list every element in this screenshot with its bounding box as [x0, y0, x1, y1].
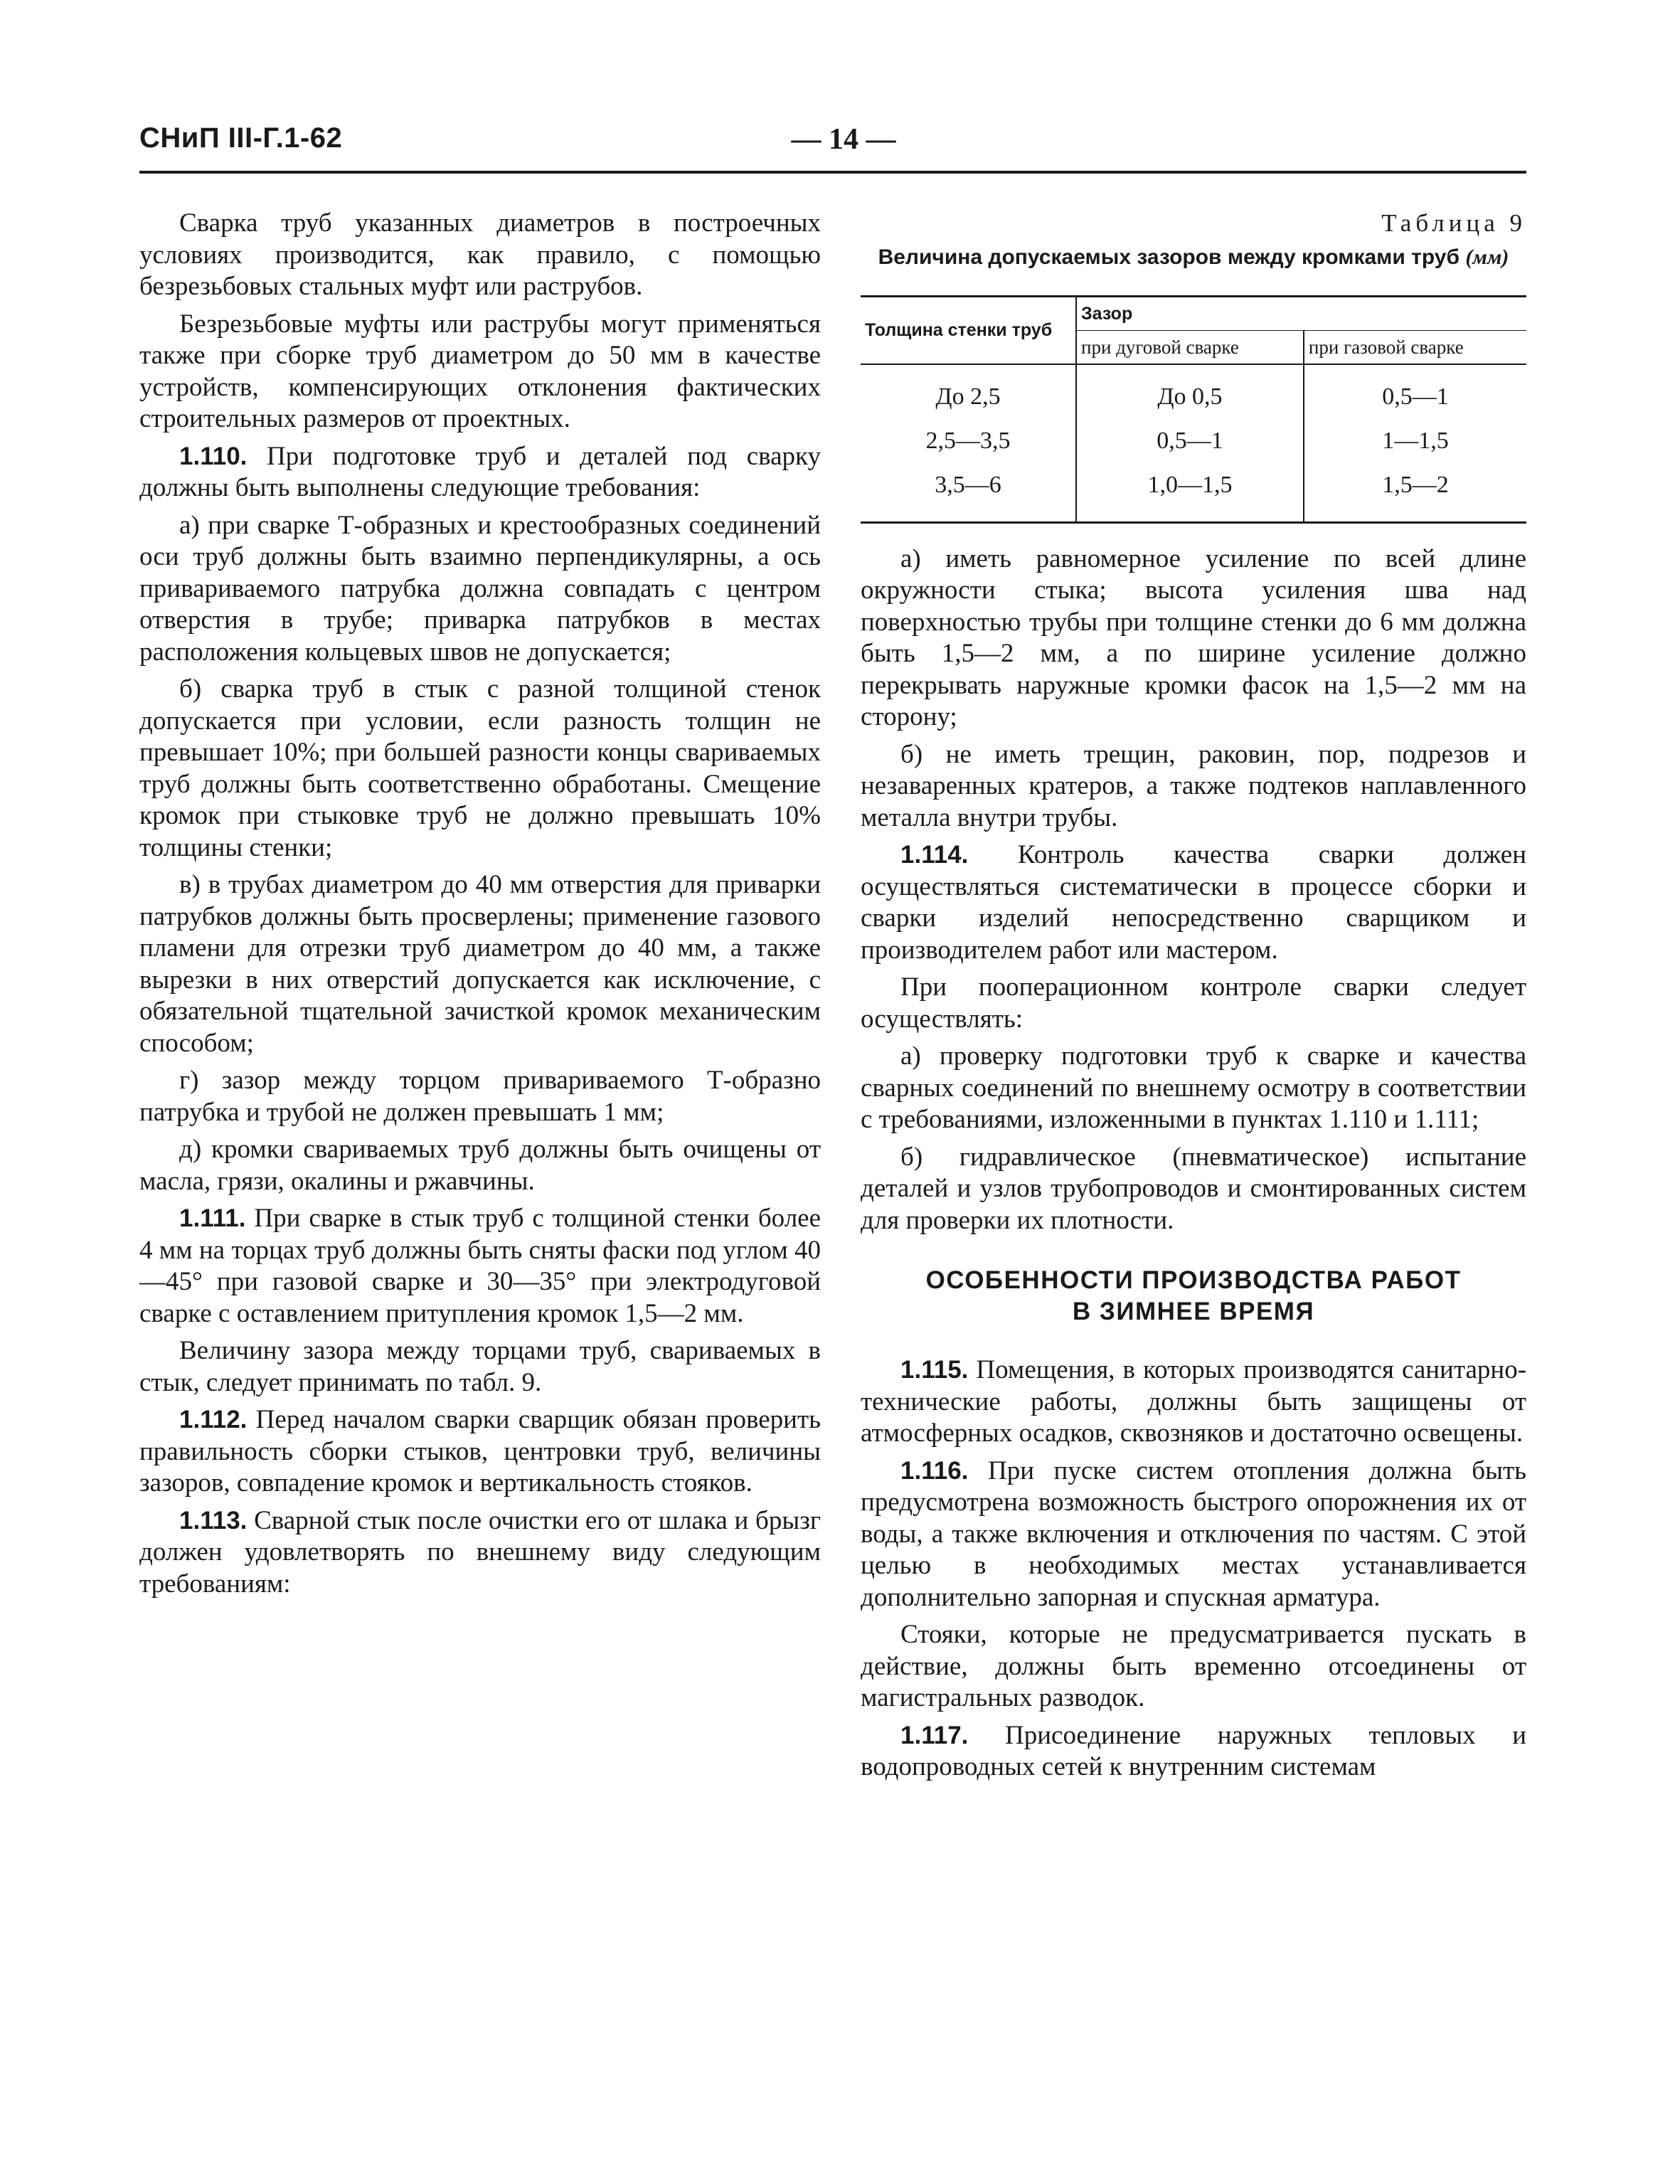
clause-text: При сварке в стык труб с толщиной стенки более 4 мм на торцах труб должны быть сняты фаски под углом 40—45° при газовой сварке и 30—35° при электродуговой сварке с оставлением притупления кромок 1,5—2 мм.	[139, 1204, 822, 1328]
paragraph: Сварка труб указанных диаметров в построечных условиях производится, как правило, с помощью безрезьбовых стальных муфт или раструбов.	[139, 208, 821, 301]
table-title-text: Величина допускаемых зазоров между кромками труб	[878, 245, 1460, 269]
clause-number: 1.112.	[179, 1406, 248, 1433]
clause-text: При пуске систем отопления должна быть предусмотрена возможность быстрого опорожнения их от воды, а также включения и отключения по частям. С этой целью в необходимых местах устанавливается дополнительно запорная и спускная арматура.	[861, 1456, 1526, 1612]
column-header-gas: при газовой сварке	[1304, 330, 1526, 364]
list-item: д) кромки свариваемых труб должны быть очищены от масла, грязи, окалины и ржавчины.	[139, 1135, 821, 1196]
right-text	[861, 544, 1526, 1783]
column-header-thickness: Толщина стенки труб	[861, 296, 1076, 364]
table-caption: Таблица 9	[1381, 209, 1526, 237]
clause-text: Перед началом сварки сварщик обязан проверить правильность сборки стыков, центровки труб, величины зазоров, совпадение кромок и вертикальность стояков.	[139, 1405, 821, 1497]
cell-thickness: 2,5—3,5	[925, 427, 1011, 454]
left-column	[139, 208, 821, 1606]
clause-1-110	[139, 441, 821, 504]
clause-1-111	[139, 1203, 821, 1330]
clause-number: 1.117.	[900, 1721, 969, 1749]
clause-1-112	[139, 1404, 821, 1500]
clause-1-114	[861, 839, 1526, 966]
clause-text: Контроль качества сварки должен осуществляться систематически в процессе сборки и сварки изделий непосредственно сварщиком и производителем работ или мастером.	[861, 840, 1526, 965]
table-row	[861, 364, 1526, 419]
list-item: г) зазор между торцом привариваемого Т-образно патрубка и трубой не должен превышать 1 мм;	[139, 1066, 821, 1127]
cell-arc: До 0,5	[1076, 364, 1304, 419]
clause-number: 1.115.	[900, 1356, 969, 1384]
cell-thickness: До 2,5	[935, 383, 1001, 410]
list-item: б) гидравлическое (пневматическое) испытание деталей и узлов трубопроводов и смонтированных систем для проверки их плотности.	[861, 1142, 1526, 1235]
cell-thickness: 3,5—6	[935, 471, 1001, 498]
gap-table	[861, 295, 1526, 524]
clause-text: Сварной стык после очистки его от шлака и брызг должен удовлетворять по внешнему виду следующим требованиям:	[139, 1505, 821, 1599]
paragraph: Величину зазора между торцами труб, свариваемых в стык, следует принимать по табл. 9.	[139, 1336, 821, 1397]
clause-1-113	[139, 1505, 821, 1601]
column-header-arc: при дуговой сварке	[1076, 330, 1304, 364]
section-heading-line: В ЗИМНЕЕ ВРЕМЯ	[1072, 1298, 1315, 1325]
clause-number: 1.111.	[179, 1204, 246, 1232]
clause-number: 1.114.	[900, 841, 969, 869]
clause-number: 1.110.	[179, 442, 248, 470]
section-heading	[861, 1265, 1526, 1327]
column-header-gap: Зазор	[1076, 296, 1526, 330]
page-number: — 14 —	[791, 123, 896, 156]
clause-text: Присоединение наружных тепловых и водопроводных сетей к внутренним системам	[861, 1720, 1526, 1781]
list-item: б) сварка труб в стык с разной толщиной стенок допускается при условии, если разность толщин не превышает 10%; при большей разности концы свариваемых труб должны быть соответственно обработаны. Смещение кромок при стыковке труб не должно превышать 10% толщины стенки;	[139, 674, 821, 862]
table-row	[861, 419, 1526, 463]
cell-arc: 1,0—1,5	[1076, 463, 1304, 523]
list-item: в) в трубах диаметром до 40 мм отверстия для приварки патрубков должны быть просверлены; применение газового пламени для отрезки труб диаметром до 40 мм, а также вырезки в них отверстий допускается как исключение, с обязательной тщательной зачисткой кромок механическим способом;	[139, 870, 821, 1058]
paragraph: При пооперационном контроле сварки следует осуществлять:	[861, 972, 1526, 1034]
clause-1-116	[861, 1456, 1526, 1614]
table-row	[861, 463, 1526, 523]
clause-1-115	[861, 1355, 1526, 1450]
cell-gas: 0,5—1	[1304, 364, 1526, 419]
section-heading-line: ОСОБЕННОСТИ ПРОИЗВОДСТВА РАБОТ	[925, 1266, 1462, 1294]
cell-arc: 0,5—1	[1076, 419, 1304, 463]
list-item: б) не иметь трещин, раковин, пор, подрезов и незаваренных кратеров, а также подтеков наплавленного металла внутри трубы.	[861, 739, 1526, 832]
cell-gas: 1,5—2	[1304, 463, 1526, 523]
clause-text: При подготовке труб и деталей под сварку должны быть выполнены следующие требования:	[139, 441, 822, 502]
list-item: а) проверку подготовки труб к сварке и качества сварных соединений по внешнему осмотру в соответствии с требованиями, изложенными в пунктах 1.110 и 1.111;	[861, 1041, 1526, 1134]
list-item: а) при сварке Т-образных и крестообразных соединений оси труб должны быть взаимно перпендикулярны, а ось привариваемого патрубка должна совпадать с центром отверстия в трубе; приварка патрубков в местах расположения кольцевых швов не допускается;	[139, 510, 821, 667]
paragraph: Безрезьбовые муфты или раструбы могут применяться также при сборке труб диаметром до 50 мм в качестве устройств, компенсирующих отклонения фактических строительных размеров от проектных.	[139, 309, 821, 433]
clause-1-117	[861, 1720, 1526, 1783]
clause-text: Помещения, в которых производятся санитарно-технические работы, должны быть защищены от атмосферных осадков, сквозняков и достаточно освещены.	[861, 1355, 1527, 1448]
clause-number: 1.116.	[900, 1456, 969, 1485]
header-rule	[139, 171, 1526, 174]
table-title-unit: (мм)	[1465, 245, 1509, 269]
table-title	[861, 244, 1526, 271]
right-column	[861, 208, 1526, 1789]
page-header	[139, 122, 1526, 172]
clause-number: 1.113.	[179, 1506, 248, 1534]
cell-gas: 1—1,5	[1304, 419, 1526, 463]
list-item: а) иметь равномерное усиление по всей длине окружности стыка; высота усиления шва над поверхностью трубы при толщине стенки до 6 мм должна быть 1,5—2 мм, а по ширине усиление должно перекрывать наружные кромки фасок на 1,5—2 мм на сторону;	[861, 544, 1526, 731]
paragraph: Стояки, которые не предусматривается пускать в действие, должны быть временно отсоединены от магистральных разводок.	[861, 1620, 1526, 1712]
document-code: СНиП III-Г.1-62	[139, 122, 343, 154]
